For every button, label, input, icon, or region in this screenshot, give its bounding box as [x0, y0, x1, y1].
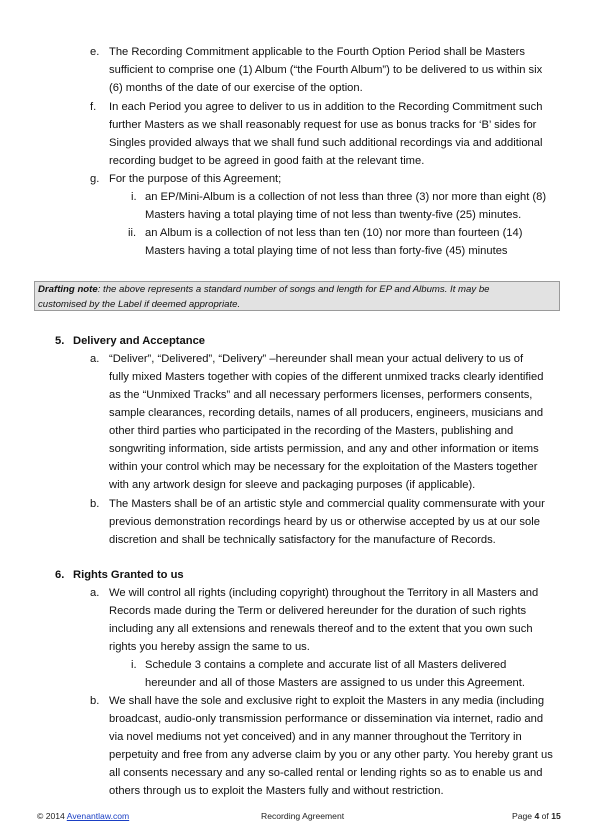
clause-g-ii-label: ii. — [128, 227, 137, 239]
section-6-b-line-5: all consents necessary and any so-called rental or lending rights so as to enable us and — [109, 767, 543, 779]
section-6-a-line-1: We will control all rights (including copyright) throughout the Territory in all Masters and — [109, 587, 539, 599]
section-6-a-i-line-2: hereunder and all of those Masters are assigned to us under this Agreement. — [145, 677, 525, 689]
clause-g-i-label: i. — [131, 191, 137, 203]
section-5-a-line-7: within your control which may be necessary for the exploitation of the Masters together — [109, 461, 538, 473]
drafting-note-box — [34, 281, 560, 311]
footer-of-word: of — [541, 811, 549, 821]
clause-f-line-1: In each Period you agree to deliver to us in addition to the Recording Commitment such — [109, 101, 543, 113]
section-6-a-i-label: i. — [131, 659, 137, 671]
footer-page-word: Page — [512, 811, 533, 821]
footer-left — [37, 810, 129, 822]
section-5-a-line-2: fully mixed Masters together with copies of the different unmixed tracks clearly identified — [109, 371, 544, 383]
section-6-a-line-3: including any all extensions and renewals thereof and to the extent that you own such — [109, 623, 533, 635]
footer-page-number — [512, 810, 561, 822]
footer-copyright: © 2014 — [37, 811, 65, 821]
section-6-a-line-2: Records made during the Term or delivered hereunder for the duration of such rights — [109, 605, 527, 617]
clause-g-i-line-1: an EP/Mini-Album is a collection of not less than three (3) nor more than eight (8) — [145, 191, 547, 203]
section-6-title: Rights Granted to us — [73, 569, 184, 581]
footer-page-num: 4 — [534, 811, 540, 821]
drafting-note-text-1: : the above represents a standard number of songs and length for EP and Albums. It may be — [97, 284, 490, 295]
section-6-a-label: a. — [90, 587, 100, 599]
footer-doc-title: Recording Agreement — [261, 811, 345, 821]
clause-f-line-3: Singles provided always that we shall fund such additional recordings via and additional — [109, 137, 543, 149]
clause-f-label: f. — [90, 101, 97, 113]
section-6-b-line-1: We shall have the sole and exclusive right to exploit the Masters in any media (including — [109, 695, 545, 707]
footer-site-link[interactable]: Avenantlaw.com — [66, 811, 130, 821]
clause-e-line-2: sufficient to comprise one (1) Album (“the Fourth Album”) to be delivered to us within six — [109, 64, 543, 76]
section-6-b-line-2: broadcast, audio-only transmission performance or dissemination via internet, radio and — [109, 713, 544, 725]
clause-e-line-1: The Recording Commitment applicable to the Fourth Option Period shall be Masters — [109, 46, 526, 58]
clause-g-label: g. — [90, 173, 100, 185]
section-5-b-line-2: previous demonstration recordings heard by us or otherwise accepted by us at our sole — [109, 516, 540, 528]
clause-f-line-4: recording budget to be agreed in good faith at the relevant time. — [109, 155, 425, 167]
section-6-a-line-4: rights you hereby assign the same to us. — [109, 641, 310, 653]
section-6-number: 6. — [55, 569, 65, 581]
section-5-b-line-1: The Masters shall be of an artistic style and commercial quality commensurate with your — [109, 498, 545, 510]
footer-page-total: 15 — [551, 811, 561, 821]
section-5-a-line-5: other third parties who participated in the recording of the Masters, publishing and — [109, 425, 514, 437]
clause-e-line-3: (6) months of the date of our exercise of the option. — [109, 82, 363, 94]
clause-g-ii-line-2: Masters having a total playing time of not less than forty-five (45) minutes — [145, 245, 508, 257]
section-5-title: Delivery and Acceptance — [73, 335, 206, 347]
section-6-b-line-3: via novel mediums not yet conceived) and in any manner throughout the Territory in — [109, 731, 522, 743]
drafting-note-line-1 — [38, 283, 490, 297]
clause-g-i-line-2: Masters having a total playing time of not less than twenty-five (25) minutes. — [145, 209, 522, 221]
section-6-b-line-6: others through us to exploit the Masters fully and without restriction. — [109, 785, 444, 797]
clause-e-label: e. — [90, 46, 100, 58]
section-5-a-line-3: as the “Unmixed Tracks” and all necessary performers licenses, performers consents, — [109, 389, 533, 401]
section-5-a-line-1: “Deliver”, “Delivered”, “Delivery” –hereunder shall mean your actual delivery to us of — [109, 353, 524, 365]
section-5-b-line-3: discretion and shall be technically satisfactory for the manufacture of Records. — [109, 534, 496, 546]
section-5-b-label: b. — [90, 498, 100, 510]
section-6-a-i-line-1: Schedule 3 contains a complete and accurate list of all Masters delivered — [145, 659, 507, 671]
section-6-b-label: b. — [90, 695, 100, 707]
clause-g-line-1: For the purpose of this Agreement; — [109, 173, 282, 185]
clause-g-ii-line-1: an Album is a collection of not less than ten (10) nor more than fourteen (14) — [145, 227, 523, 239]
clause-f-line-2: further Masters as we shall reasonably request for use as bonus tracks for ‘B’ sides for — [109, 119, 537, 131]
section-6-b-line-4: perpetuity and free from any adverse claim by you or any other party. You hereby grant us — [109, 749, 553, 761]
drafting-note-label: Drafting note — [38, 284, 98, 295]
section-5-a-line-6: songwriting information, side artists permission, and any and other information or items — [109, 443, 539, 455]
section-5-number: 5. — [55, 335, 65, 347]
section-5-a-line-4: sample clearances, recording details, names of all producers, engineers, musicians and — [109, 407, 544, 419]
section-5-a-line-8: with any artwork design for sleeve and packaging purposes (if applicable). — [109, 479, 476, 491]
section-5-a-label: a. — [90, 353, 100, 365]
drafting-note-line-2: customised by the Label if deemed appropriate. — [38, 299, 241, 310]
